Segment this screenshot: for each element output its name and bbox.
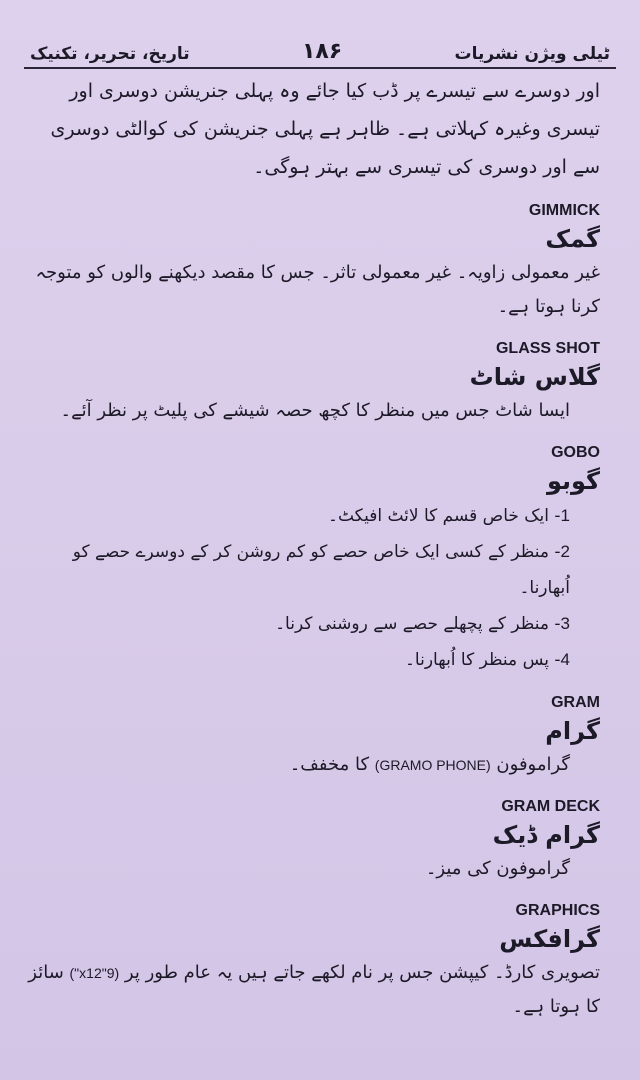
list-text: ایک خاص قسم کا لائٹ افیکٹ۔ bbox=[328, 506, 549, 526]
term-urdu: گوبو bbox=[546, 467, 600, 495]
term-english: GLASS SHOT bbox=[495, 340, 600, 357]
term-definition: ایسا شاٹ جس میں منظر کا کچھ حصہ شیشے کی پلیٹ پر نظر آئے۔ bbox=[60, 400, 570, 421]
list-item: 2- منظر کے کسی ایک خاص حصے کو کم روشن کر کے دوسرے حصے کو اُبھارنا۔ bbox=[72, 542, 570, 598]
term-definition: گراموفون کی میز۔ bbox=[425, 858, 570, 879]
gobo-list bbox=[28, 498, 600, 678]
list-item: 3- منظر کے پچھلے حصے سے روشنی کرنا۔ bbox=[275, 614, 570, 634]
list-item: 1- ایک خاص قسم کا لائٹ افیکٹ۔ bbox=[328, 506, 570, 526]
entry-gram bbox=[28, 692, 600, 782]
entry-gimmick bbox=[28, 200, 600, 324]
definition-latin: (GRAMO PHONE) bbox=[374, 757, 491, 773]
entry-graphics bbox=[28, 900, 600, 1024]
term-english: GRAPHICS bbox=[515, 902, 600, 919]
term-urdu: گمک bbox=[545, 225, 600, 253]
term-definition bbox=[28, 956, 600, 1024]
definition-part: تصویری کارڈ۔ کیپشن جس پر نام لکھے جاتے ہیں یہ عام طور پر bbox=[124, 962, 600, 983]
list-item: 4- پس منظر کا اُبھارنا۔ bbox=[404, 650, 570, 670]
term-english: GRAM DECK bbox=[501, 798, 600, 815]
definition-part: کا مخفف۔ bbox=[289, 754, 370, 775]
term-definition: غیر معمولی زاویہ۔ غیر معمولی تاثر۔ جس کا مقصد دیکھنے والوں کو متوجہ کرنا ہوتا ہے۔ bbox=[35, 262, 600, 317]
definition-latin: (9"x12") bbox=[69, 965, 120, 981]
list-number: 3 bbox=[560, 614, 570, 633]
list-text: منظر کے پچھلے حصے سے روشنی کرنا۔ bbox=[275, 614, 549, 634]
term-urdu: گرام bbox=[545, 717, 600, 745]
term-english: GIMMICK bbox=[528, 202, 600, 219]
entry-gram-deck bbox=[28, 796, 600, 886]
term-urdu: گرافکس bbox=[499, 925, 600, 953]
header-subtitle: تاریخ، تحریر، تکنیک bbox=[30, 44, 190, 64]
entry-gobo bbox=[28, 442, 600, 678]
term-english: GOBO bbox=[551, 444, 600, 461]
header-book-title: ٹیلی ویژن نشریات bbox=[454, 44, 610, 64]
page-number: ۱۸۶ bbox=[301, 39, 343, 64]
list-text: پس منظر کا اُبھارنا۔ bbox=[404, 650, 549, 670]
definition-part: گراموفون bbox=[496, 754, 570, 775]
definition-part: سائز کا ہوتا ہے۔ bbox=[28, 962, 600, 1017]
term-urdu: گلاس شاٹ bbox=[469, 363, 600, 391]
page-header bbox=[30, 30, 610, 64]
list-text: منظر کے کسی ایک خاص حصے کو کم روشن کر کے دوسرے حصے کو اُبھارنا۔ bbox=[72, 542, 570, 598]
term-urdu: گرام ڈیک bbox=[492, 821, 600, 849]
header-rule bbox=[24, 67, 616, 69]
page-content bbox=[28, 72, 600, 1024]
entry-glass-shot bbox=[28, 338, 600, 428]
term-english: GRAM bbox=[551, 694, 600, 711]
list-number: 4 bbox=[560, 650, 570, 669]
list-number: 1 bbox=[560, 506, 570, 525]
list-number: 2 bbox=[560, 542, 570, 561]
term-definition bbox=[28, 748, 600, 782]
intro-paragraph: اور دوسرے سے تیسرے پر ڈب کیا جائے وہ پہلی جنریشن دوسری اور تیسری وغیرہ کہلاتی ہے۔ ظاہر ہے پہلی جنریشن کی کوالٹی دوسری سے اور دوسری کی تیسری سے بہتر ہوگی۔ bbox=[50, 80, 600, 178]
